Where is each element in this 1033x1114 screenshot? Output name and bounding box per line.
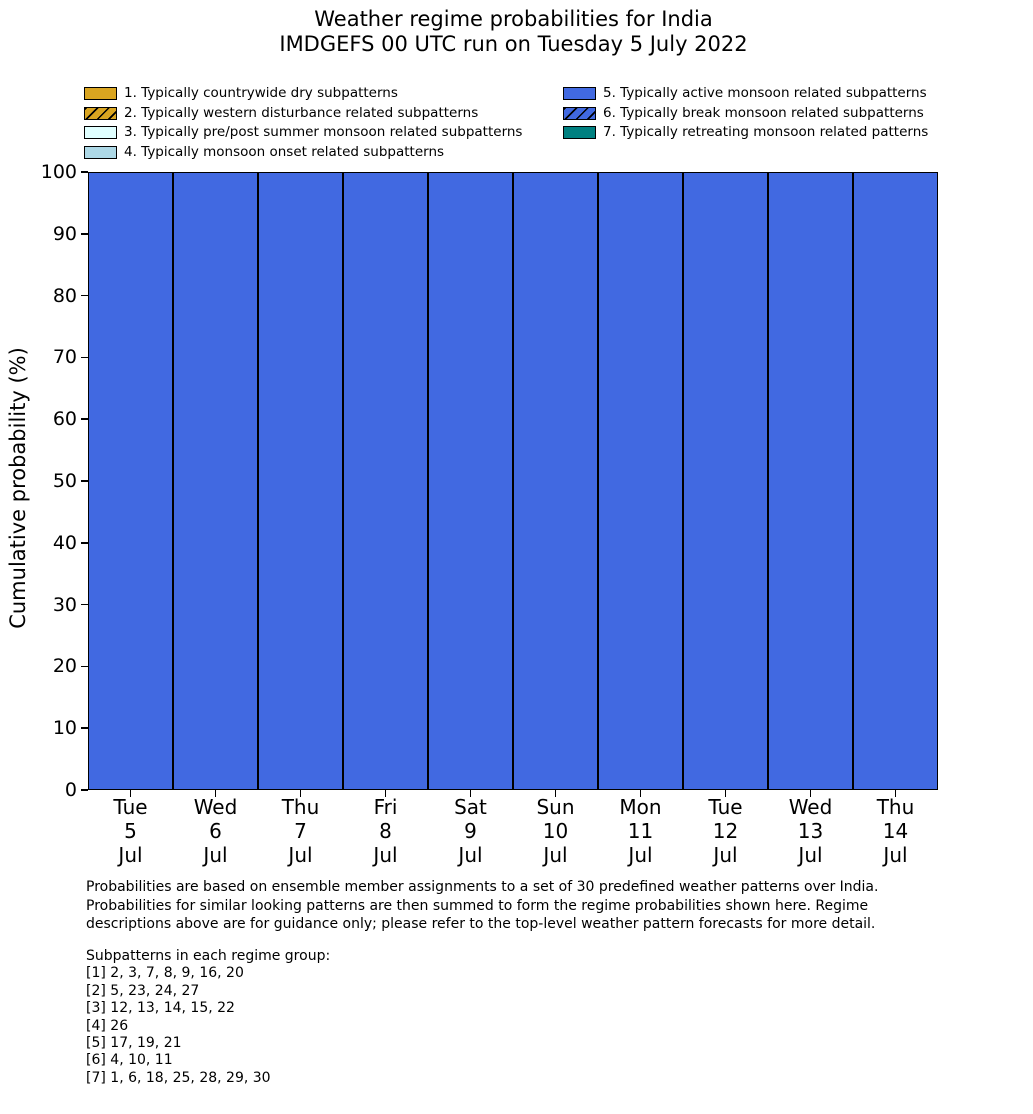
- y-axis-tick-label: 60: [52, 408, 77, 431]
- legend-item-monsoon-onset: [84, 143, 522, 160]
- legend-swatch-monsoon-onset: [84, 146, 117, 159]
- legend-label: 7. Typically retreating monsoon related patterns: [603, 124, 929, 140]
- bar-segment: [88, 172, 173, 790]
- x-axis-tick-label: Fri 8 Jul: [373, 795, 398, 867]
- bar-segment: [683, 172, 768, 790]
- chart-title-line2: IMDGEFS 00 UTC run on Tuesday 5 July 2022: [279, 32, 748, 56]
- y-axis-tick: [81, 233, 88, 235]
- legend-label: 4. Typically monsoon onset related subpatterns: [124, 143, 445, 160]
- bar-segment: [258, 172, 343, 790]
- y-axis-tick: [81, 480, 88, 482]
- y-axis-title: Cumulative probability (%): [6, 347, 30, 629]
- x-axis-tick-label: Thu 14 Jul: [876, 795, 915, 867]
- legend-label: 3. Typically pre/post summer monsoon related subpatterns: [124, 124, 523, 140]
- y-axis-tick-label: 30: [52, 593, 77, 616]
- legend-label: 1. Typically countrywide dry subpatterns: [124, 85, 398, 101]
- legend-swatch-retreating-monsoon: [563, 126, 596, 139]
- plot-area: [88, 172, 938, 790]
- chart-title-line1: Weather regime probabilities for India: [314, 7, 713, 31]
- x-axis-tick-label: Thu 7 Jul: [281, 795, 320, 867]
- y-axis-tick: [81, 727, 88, 729]
- legend-swatch-western-disturbance: [84, 107, 117, 120]
- legend-swatch-active-monsoon: [563, 87, 596, 100]
- x-axis-tick-label: Sat 9 Jul: [454, 795, 487, 867]
- y-axis-tick-label: 10: [52, 717, 77, 740]
- legend-item-break-monsoon: [563, 104, 928, 121]
- y-axis-tick: [81, 604, 88, 606]
- legend-item-active-monsoon: [563, 87, 928, 100]
- bar-segment: [428, 172, 513, 790]
- legend-column-right: [563, 87, 928, 146]
- y-axis-tick: [81, 418, 88, 420]
- legend-item-countrywide-dry: [84, 87, 522, 100]
- x-axis-tick-label: Mon 11 Jul: [619, 795, 662, 867]
- bar-segment: [598, 172, 683, 790]
- y-axis-tick: [81, 357, 88, 359]
- legend-item-western-disturbance: [84, 104, 522, 121]
- y-axis-tick: [81, 295, 88, 297]
- y-axis-tick-label: 0: [64, 779, 77, 801]
- legend-column-left: [84, 87, 522, 165]
- bar-segment: [768, 172, 853, 790]
- x-axis-tick-label: Tue 5 Jul: [113, 795, 148, 867]
- legend-label: 2. Typically western disturbance related subpatterns: [124, 104, 479, 121]
- x-axis-tick-label: Tue 12 Jul: [708, 795, 743, 867]
- legend-item-retreating-monsoon: [563, 126, 928, 139]
- legend-item-pre-post-summer-monsoon: [84, 126, 522, 139]
- legend-swatch-break-monsoon: [563, 107, 596, 120]
- y-axis-tick: [81, 789, 88, 791]
- bar-segment: [513, 172, 598, 790]
- footer-description: Probabilities are based on ensemble member assignments to a set of 30 predefined weather patterns over India. Probabilities for similar looking patterns are then summed to form the regime probabilities shown here. Regime descriptions above are for guidance only; please refer to the top-level weather pattern forecasts for more detail.: [86, 879, 879, 932]
- x-axis-tick-label: Wed 6 Jul: [193, 795, 238, 867]
- y-axis-tick: [81, 542, 88, 544]
- footer-subpatterns: Subpatterns in each regime group: [1] 2, 3, 7, 8, 9, 16, 20 [2] 5, 23, 24, 27 [3] 12, 13, 14, 15, 22 [4] 26 [5] 17, 19, 21 [6] 4, 10, 11 [7] 1, 6, 18, 25, 28, 29, 30: [86, 948, 331, 1086]
- y-axis-tick-label: 80: [52, 284, 77, 307]
- y-axis-tick-label: 100: [40, 161, 77, 183]
- y-axis-tick-label: 90: [52, 222, 77, 245]
- x-axis-tick-label: Sun 10 Jul: [536, 795, 575, 867]
- legend-swatch-pre-post-summer-monsoon: [84, 126, 117, 139]
- y-axis-tick-label: 50: [52, 470, 77, 492]
- y-axis-tick: [81, 171, 88, 173]
- y-axis-tick-label: 40: [52, 531, 77, 554]
- bar-segment: [173, 172, 258, 790]
- legend-label: 5. Typically active monsoon related subpatterns: [603, 85, 927, 101]
- legend-swatch-countrywide-dry: [84, 87, 117, 100]
- legend-label: 6. Typically break monsoon related subpatterns: [603, 104, 924, 121]
- y-axis-tick: [81, 666, 88, 668]
- x-axis-tick-label: Wed 13 Jul: [788, 795, 833, 867]
- y-axis-tick-label: 70: [52, 346, 77, 369]
- y-axis-tick-label: 20: [52, 655, 77, 678]
- bar-segment: [343, 172, 428, 790]
- bar-segment: [853, 172, 938, 790]
